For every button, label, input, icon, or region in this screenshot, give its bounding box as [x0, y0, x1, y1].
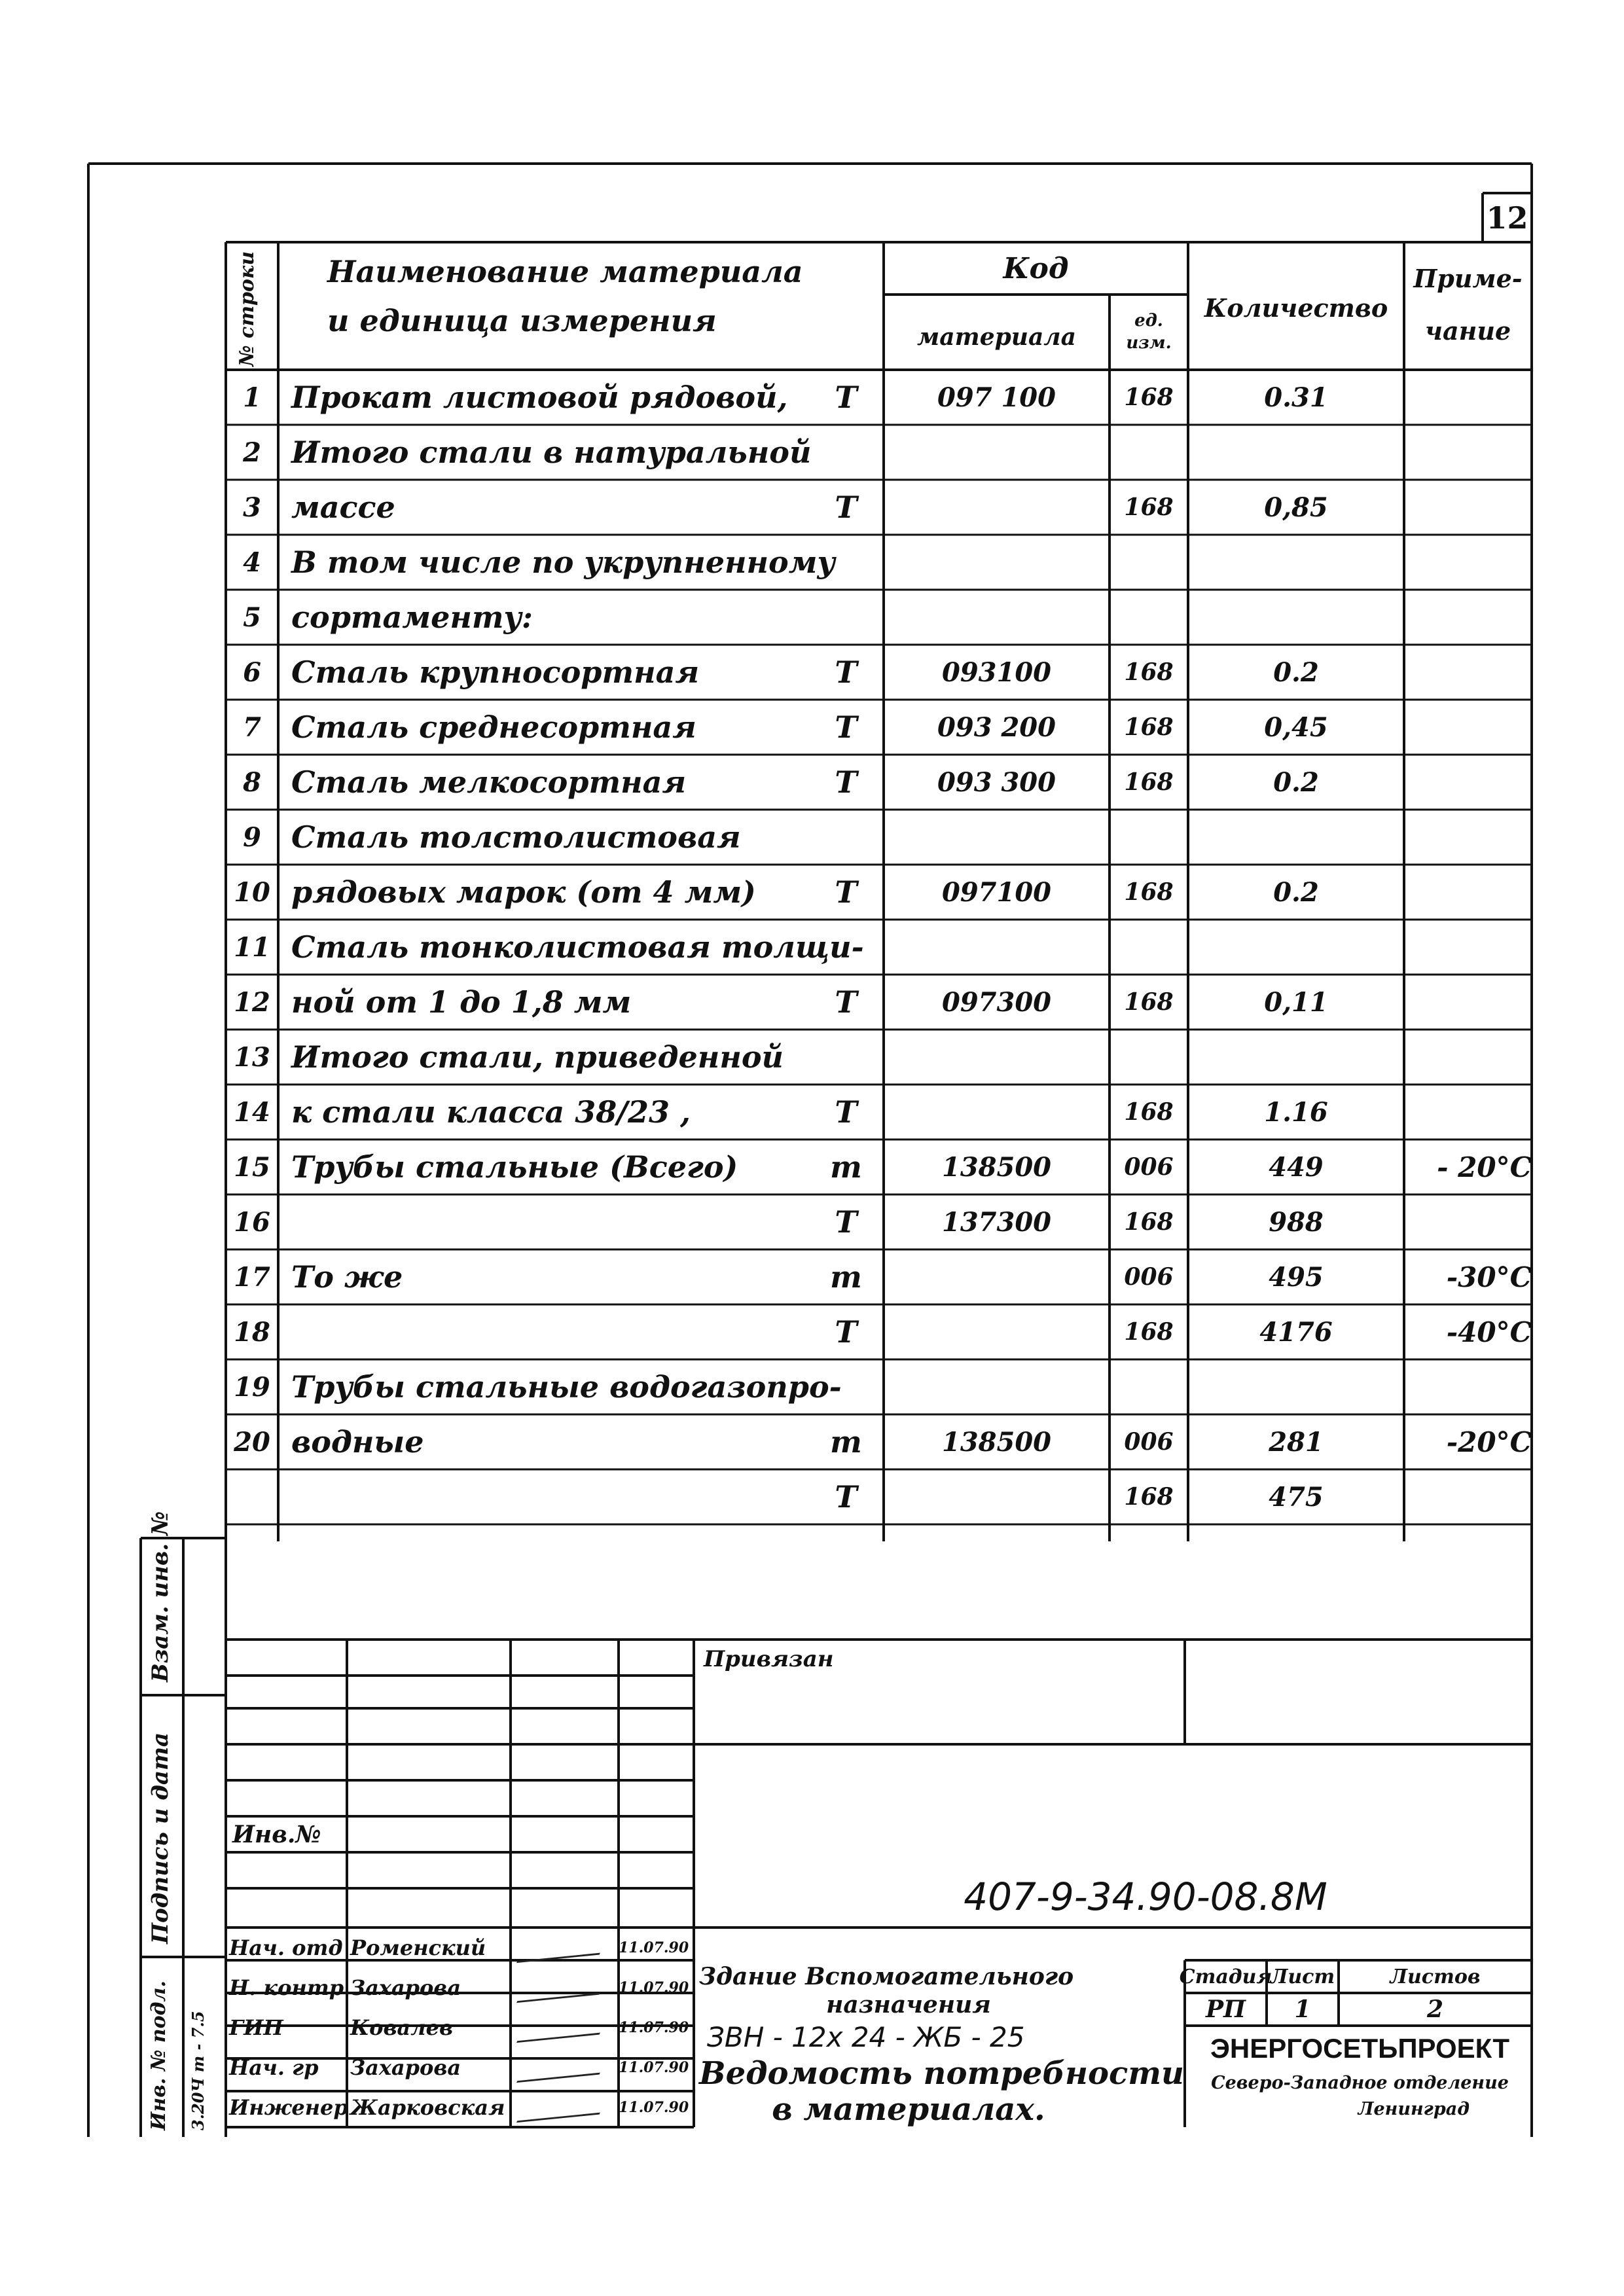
table-cell-unit: [815, 535, 877, 590]
table-cell-material-name: массе: [291, 490, 395, 525]
table-cell-note: - 20°C: [1437, 1151, 1532, 1183]
table-cell-material-code: 093100: [942, 656, 1051, 688]
table-cell-material-name: Трубы стальные (Всего): [291, 1149, 738, 1185]
table-cell-row-number: 5: [243, 601, 261, 633]
table-cell-material-code: [884, 1304, 1110, 1359]
table-cell-material-name: Сталь толстолистовая: [291, 819, 741, 855]
table-cell-material-name: Сталь мелкосортная: [291, 764, 687, 800]
stamp-org-branch: Северо-Западное отделение: [1211, 2073, 1509, 2093]
table-cell-note: [1404, 1030, 1537, 1085]
table-cell-row-number: 7: [243, 711, 261, 743]
signature-role: Нач. отд: [229, 1935, 343, 1960]
table-cell-note: [1404, 920, 1537, 975]
stamp-stage-label: Стадия: [1179, 1965, 1272, 1988]
table-cell-material-name: [291, 1469, 815, 1524]
table-cell-quantity: 988: [1269, 1206, 1324, 1238]
signature-date: 11.07.90: [619, 1979, 689, 1996]
table-cell-unit: [815, 590, 877, 645]
table-cell-material-code: [884, 425, 1110, 480]
table-cell-material-code: [884, 920, 1110, 975]
header-note-line1: Приме-: [1413, 263, 1523, 293]
table-cell-row-number: [226, 1469, 278, 1524]
table-cell-material-code: 093 300: [937, 766, 1056, 798]
table-cell-unit: [815, 425, 877, 480]
table-cell-unit: [815, 1359, 877, 1414]
table-cell-material-name: Сталь тонколистовая толщи-: [291, 929, 864, 965]
table-cell-unit-code: 168: [1124, 1208, 1174, 1236]
table-cell-unit: Т: [835, 380, 857, 415]
header-name-line1: Наименование материала: [327, 254, 803, 289]
table-cell-note: [1404, 865, 1537, 920]
table-cell-row-number: 18: [234, 1316, 270, 1348]
table-cell-quantity: 0.2: [1273, 876, 1319, 908]
table-cell-quantity: [1188, 535, 1404, 590]
table-cell-row-number: 13: [234, 1041, 270, 1073]
table-cell-material-name: То же: [291, 1259, 403, 1295]
table-cell-material-name: сортаменту:: [291, 600, 533, 635]
table-cell-quantity: 449: [1269, 1151, 1324, 1183]
table-cell-unit: Т: [835, 1204, 857, 1240]
table-cell-material-code: 097 100: [937, 382, 1056, 413]
table-cell-quantity: [1188, 1030, 1404, 1085]
table-cell-unit-code: 168: [1124, 384, 1174, 411]
table-cell-material-code: 097300: [942, 986, 1051, 1018]
table-cell-material-name: Итого стали в натуральной: [291, 435, 812, 470]
table-cell-unit: Т: [835, 874, 857, 910]
table-cell-unit-code: [1110, 1359, 1188, 1414]
table-cell-note: [1404, 370, 1537, 425]
table-cell-row-number: 6: [243, 656, 261, 688]
signature-name: Жарковская: [350, 2094, 505, 2120]
stamp-sheets-label: Листов: [1390, 1965, 1481, 1988]
page-number: 12: [1486, 200, 1528, 236]
signature-name: Ковалев: [350, 2015, 453, 2040]
table-cell-unit-code: 006: [1124, 1263, 1174, 1291]
table-cell-material-code: 097100: [942, 876, 1051, 908]
table-cell-unit-code: 168: [1124, 1098, 1174, 1126]
table-cell-unit: Т: [835, 1314, 857, 1350]
table-cell-material-code: [884, 1085, 1110, 1139]
table-cell-row-number: 2: [243, 437, 261, 468]
stamp-privyazan: Привязан: [704, 1646, 834, 1672]
table-cell-unit: [815, 1030, 877, 1085]
table-cell-unit-code: [1110, 535, 1188, 590]
table-cell-quantity: 0,11: [1264, 986, 1328, 1018]
stamp-sheet-value: 1: [1294, 1996, 1311, 2023]
stamp-title-line1: Здание Вспомогательного: [699, 1963, 1074, 1990]
table-cell-unit-code: 168: [1124, 1483, 1174, 1511]
table-cell-material-code: 138500: [942, 1151, 1051, 1183]
table-cell-quantity: 1.16: [1264, 1096, 1328, 1128]
table-cell-unit-code: [1110, 810, 1188, 865]
table-cell-note: [1404, 1359, 1537, 1414]
table-cell-material-code: [884, 1249, 1110, 1304]
stamp-org-city: Ленинград: [1358, 2099, 1470, 2119]
stamp-org-name: ЭНЕРГОСЕТЬПРОЕКТ: [1210, 2033, 1510, 2064]
header-name-line2: и единица измерения: [327, 303, 717, 338]
side-label-inv-podl: Инв. № подл.: [147, 1981, 170, 2130]
table-cell-material-name: Итого стали, приведенной: [291, 1039, 784, 1075]
table-cell-row-number: 12: [234, 986, 270, 1018]
table-cell-unit-code: 006: [1124, 1428, 1174, 1456]
table-cell-row-number: 11: [234, 931, 270, 963]
table-cell-unit: Т: [835, 1479, 857, 1515]
signature-role: Нач. гр: [229, 2054, 319, 2080]
table-cell-unit-code: 006: [1124, 1153, 1174, 1181]
table-cell-quantity: 0.2: [1273, 656, 1319, 688]
signature-date: 11.07.90: [619, 2018, 689, 2036]
table-cell-note: [1404, 1194, 1537, 1249]
table-cell-unit-code: 168: [1124, 1318, 1174, 1346]
table-cell-material-name: Трубы стальные водогазопро-: [291, 1369, 842, 1405]
table-cell-unit-code: 168: [1124, 713, 1174, 741]
header-note-line2: чание: [1424, 315, 1511, 346]
signature-role: Н. контр: [229, 1975, 344, 2000]
side-label-vzam-inv: Взам. инв. №: [147, 1511, 173, 1682]
side-label-podpis-data: Подпись и дата: [147, 1732, 173, 1944]
header-code: Код: [1003, 251, 1069, 285]
table-cell-row-number: 20: [234, 1426, 270, 1458]
table-cell-unit: Т: [835, 984, 857, 1020]
table-cell-material-name: ной от 1 до 1,8 мм: [291, 984, 632, 1020]
table-cell-unit: Т: [835, 764, 857, 800]
header-code-material: материала: [917, 323, 1076, 351]
table-cell-quantity: [1188, 590, 1404, 645]
table-cell-quantity: 495: [1269, 1261, 1324, 1293]
signature-name: Захарова: [350, 2054, 461, 2080]
signature-date: 11.07.90: [619, 1939, 689, 1956]
table-cell-material-code: 138500: [942, 1426, 1051, 1458]
table-cell-unit: m: [830, 1149, 862, 1185]
stamp-sheets-value: 2: [1426, 1996, 1444, 2023]
table-cell-unit: [815, 810, 877, 865]
table-cell-unit: Т: [835, 490, 857, 525]
table-cell-unit-code: [1110, 590, 1188, 645]
table-cell-material-name: к стали класса 38/23 ,: [291, 1094, 691, 1130]
header-quantity: Количество: [1204, 293, 1388, 323]
table-cell-material-code: [884, 1469, 1110, 1524]
table-cell-note: [1404, 1469, 1537, 1524]
table-cell-note: [1404, 755, 1537, 810]
table-cell-row-number: 3: [243, 492, 261, 523]
table-cell-unit-code: 168: [1124, 493, 1174, 521]
table-cell-quantity: 475: [1269, 1481, 1324, 1513]
table-cell-unit: Т: [835, 655, 857, 690]
stamp-title-line2: назначения: [826, 1990, 991, 2018]
table-cell-unit-code: 168: [1124, 878, 1174, 906]
stamp-title-line5: в материалах.: [772, 2090, 1045, 2128]
table-cell-quantity: 0,85: [1264, 492, 1328, 523]
table-cell-quantity: [1188, 1359, 1404, 1414]
table-cell-quantity: 0.2: [1273, 766, 1319, 798]
table-cell-material-code: [884, 810, 1110, 865]
table-cell-quantity: [1188, 920, 1404, 975]
table-cell-quantity: [1188, 810, 1404, 865]
table-cell-row-number: 16: [234, 1206, 270, 1238]
table-cell-note: [1404, 535, 1537, 590]
signature-date: 11.07.90: [619, 2058, 689, 2076]
table-cell-quantity: 0.31: [1264, 382, 1328, 413]
table-cell-row-number: 8: [243, 766, 261, 798]
table-cell-quantity: [1188, 425, 1404, 480]
table-cell-note: [1404, 810, 1537, 865]
table-cell-note: -40°C: [1446, 1316, 1532, 1348]
table-cell-row-number: 1: [243, 382, 261, 413]
stamp-sheet-label: Лист: [1270, 1965, 1335, 1988]
table-cell-row-number: 14: [234, 1096, 270, 1128]
stamp-document-code: 407-9-34.90-08.8М: [964, 1874, 1327, 1919]
table-cell-note: [1404, 425, 1537, 480]
table-cell-note: [1404, 645, 1537, 700]
table-cell-unit-code: [1110, 920, 1188, 975]
table-cell-row-number: 19: [234, 1371, 270, 1403]
table-cell-material-code: [884, 1030, 1110, 1085]
signature-name: Роменский: [350, 1935, 486, 1960]
header-code-unit: ед. изм.: [1126, 310, 1172, 353]
table-cell-row-number: 15: [234, 1151, 270, 1183]
table-cell-row-number: 17: [234, 1261, 270, 1293]
table-cell-material-name: В том числе по укрупненному: [291, 545, 835, 580]
table-cell-unit-code: 168: [1124, 768, 1174, 796]
table-cell-unit: m: [830, 1424, 862, 1460]
table-cell-material-code: [884, 535, 1110, 590]
table-cell-unit: Т: [835, 709, 857, 745]
table-cell-row-number: 10: [234, 876, 270, 908]
table-cell-material-code: [884, 590, 1110, 645]
table-cell-row-number: 4: [243, 547, 261, 578]
table-cell-quantity: 4176: [1259, 1316, 1333, 1348]
stamp-stage-value: РП: [1205, 1996, 1246, 2023]
stamp-inv-no: Инв.№: [232, 1820, 321, 1848]
table-cell-unit-code: 168: [1124, 988, 1174, 1016]
signature-role: Инженер: [229, 2094, 348, 2120]
table-cell-material-name: водные: [291, 1424, 424, 1460]
table-cell-quantity: 0,45: [1264, 711, 1328, 743]
table-cell-material-name: Сталь крупносортная: [291, 655, 700, 690]
table-cell-quantity: 281: [1269, 1426, 1324, 1458]
stamp-title-line4: Ведомость потребности: [699, 2055, 1184, 2092]
table-cell-material-name: Прокат листовой рядовой,: [291, 380, 788, 415]
table-cell-material-name: рядовых марок (от 4 мм): [291, 874, 756, 910]
signature-name: Захарова: [350, 1975, 461, 2000]
table-cell-note: -20°C: [1446, 1426, 1532, 1458]
table-cell-material-name: Сталь среднесортная: [291, 709, 696, 745]
table-cell-material-name: [291, 1194, 815, 1249]
table-cell-note: [1404, 590, 1537, 645]
signature-date: 11.07.90: [619, 2098, 689, 2116]
signature-role: ГИП: [229, 2015, 283, 2040]
table-cell-note: -30°C: [1446, 1261, 1532, 1293]
table-cell-material-code: 137300: [942, 1206, 1051, 1238]
table-cell-material-code: [884, 480, 1110, 535]
table-cell-unit-code: [1110, 1030, 1188, 1085]
table-cell-unit: Т: [835, 1094, 857, 1130]
table-cell-material-code: [884, 1359, 1110, 1414]
table-cell-unit: m: [830, 1259, 862, 1295]
table-cell-note: [1404, 1085, 1537, 1139]
side-label-inv-podl-value: 3.20Ч т - 7.5: [189, 2011, 208, 2130]
table-cell-unit-code: 168: [1124, 658, 1174, 686]
table-cell-note: [1404, 700, 1537, 755]
table-cell-unit-code: [1110, 425, 1188, 480]
table-cell-material-code: 093 200: [937, 711, 1056, 743]
table-cell-note: [1404, 975, 1537, 1030]
table-cell-material-name: [291, 1304, 815, 1359]
header-row-number: № строки: [236, 251, 259, 367]
stamp-title-line3: ЗВН - 12х 24 - ЖБ - 25: [707, 2021, 1025, 2053]
table-cell-unit: [815, 920, 877, 975]
table-cell-row-number: 9: [243, 821, 261, 853]
table-cell-note: [1404, 480, 1537, 535]
